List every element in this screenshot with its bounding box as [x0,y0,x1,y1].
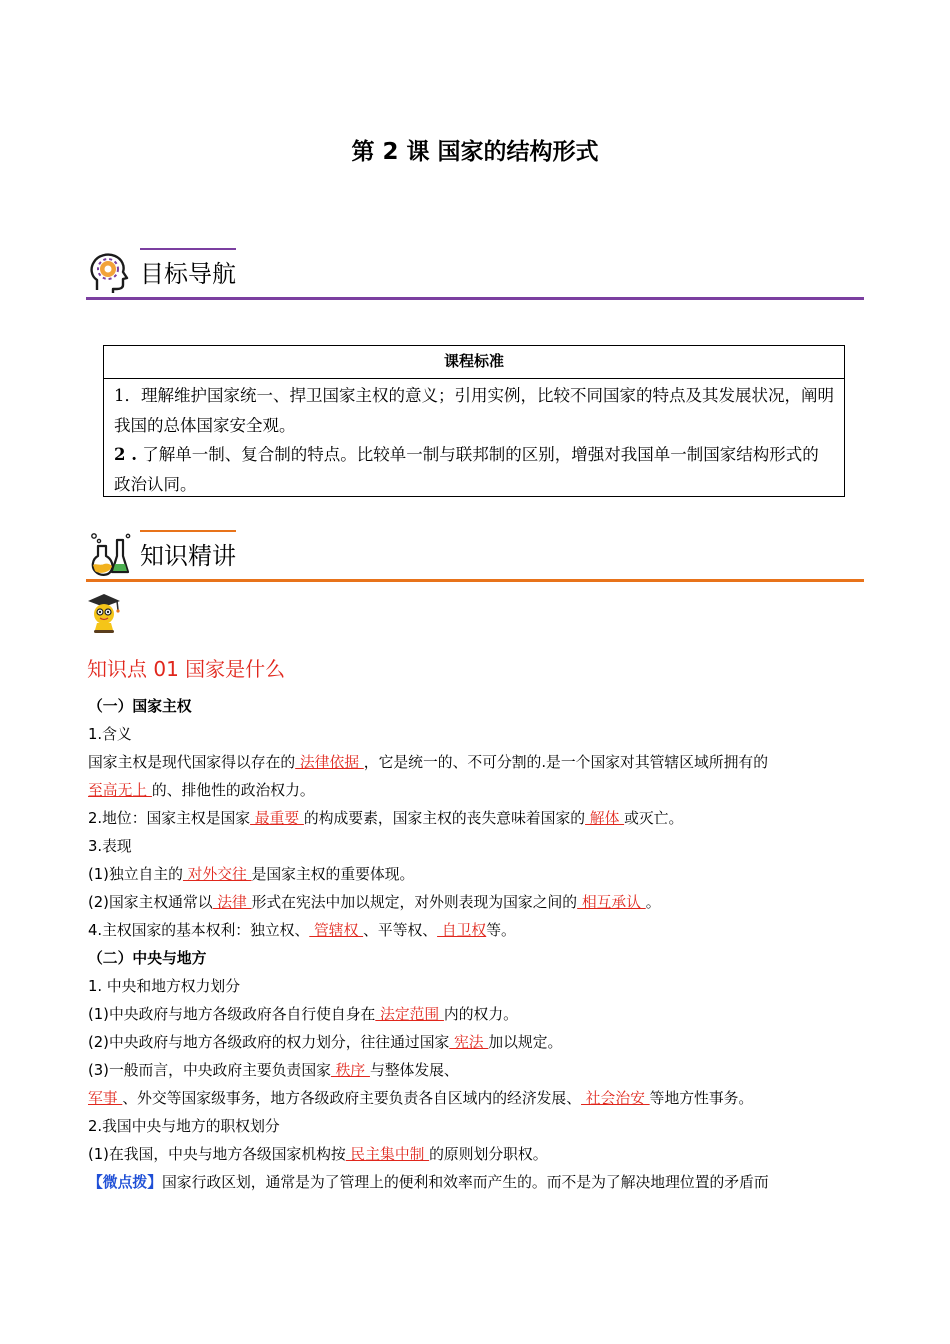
manifestation-item-1 [88,863,414,884]
text: (3)一般而言，中央政府主要负责国家 [88,1062,331,1079]
blank-answer: 法定范围 [375,1006,444,1023]
sovereignty-status [88,807,683,828]
china-division-item-1 [88,1143,548,1164]
text: 与整体发展、 [369,1062,459,1079]
knowledge-heading: 知识精讲 [140,542,236,570]
standard-item-2-number: 2 . [114,445,137,464]
goals-heading-overline [140,248,236,250]
subsection-central-local: （二）中央与地方 [88,950,207,967]
knowledge-underline [86,579,864,582]
blank-answer: 军事 [88,1090,123,1107]
section-goals-header [86,248,864,300]
power-division-heading: 1. 中央和地方权力划分 [88,978,240,995]
text: (1)中央政府与地方各级政府各自行使自身在 [88,1006,376,1023]
blank-answer: 最重要 [250,810,304,827]
text: 国家主权是现代国家得以存在的 [88,754,296,771]
basic-rights [88,919,516,940]
text: 的、排他性的政治权力。 [151,782,315,799]
blank-answer: 对外交往 [182,866,252,883]
text: 等地方性事务。 [649,1090,754,1107]
power-division-item-1 [88,1003,518,1024]
text: (1)独立自主的 [88,866,183,883]
manifestation-heading: 3.表现 [88,838,132,855]
sovereignty-definition-line-1 [88,751,768,772]
blank-answer: 管辖权 [309,922,364,939]
power-division-item-3-cont [88,1087,753,1108]
course-standards-header: 课程标准 [104,346,844,379]
text: (1)在我国，中央与地方各级国家机构按 [88,1146,346,1163]
text: 或灭亡。 [624,810,684,827]
course-standards-box [103,345,845,497]
text: 的构成要素，国家主权的丧失意味着国家的 [303,810,586,827]
text: 2.地位：国家主权是国家 [88,810,251,827]
standard-item-2 [114,440,834,499]
blank-answer: 解体 [585,810,625,827]
knowledge-heading-overline [140,530,236,532]
text: 内的权力。 [443,1006,518,1023]
subsection-sovereignty: （一）国家主权 [88,698,192,715]
text: 、外交等国家级事务，地方各级政府主要负责各自区域内的经济发展、 [122,1090,582,1107]
lab-flask-icon [88,532,132,576]
blank-answer: 自卫权 [437,922,487,939]
text: 的原则划分职权。 [429,1146,548,1163]
text: 加以规定。 [488,1034,563,1051]
text: 4.主权国家的基本权利：独立权、 [88,922,310,939]
goals-underline [86,297,864,300]
knowledge-point-title: 知识点 01 国家是什么 [87,657,286,681]
china-division-heading: 2.我国中央与地方的职权划分 [88,1118,280,1135]
manifestation-item-2 [88,891,661,912]
blank-answer: 民主集中制 [345,1146,430,1163]
blank-answer: 相互承认 [577,894,646,911]
blank-answer: 社会治安 [581,1090,650,1107]
sovereignty-definition-line-2 [88,779,315,800]
standard-item-1: 1．理解维护国家统一、捍卫国家主权的意义；引用实例，比较不同国家的特点及其发展状况，阐明我国的总体国家安全观。 [114,386,834,435]
meaning-heading: 1.含义 [88,726,132,743]
text: 等。 [486,922,516,939]
text: ，它是统一的、不可分割的.是一个国家对其管辖区域所拥有的 [363,754,769,771]
blank-answer: 法律依据 [295,754,364,771]
text: 形式在宪法中加以规定，对外则表现为国家之间的 [251,894,578,911]
text: (2)国家主权通常以 [88,894,213,911]
blank-answer: 至高无上 [88,782,152,799]
brain-gear-icon [88,250,132,294]
micro-tip-label: 【微点拨】 [88,1174,162,1191]
graduation-cap-mascot-icon [86,592,122,634]
standard-item-2-text: 了解单一制、复合制的特点。比较单一制与联邦制的区别，增强对我国单一制国家结构形式的政治认同。 [114,445,819,494]
text: 。 [645,894,661,911]
micro-tip-text: 国家行政区划，通常是为了管理上的便利和效率而产生的。而不是为了解决地理位置的矛盾而 [162,1174,769,1191]
micro-tip [88,1171,769,1192]
blank-answer: 秩序 [330,1062,370,1079]
text: (2)中央政府与地方各级政府的权力划分，往往通过国家 [88,1034,450,1051]
power-division-item-2 [88,1031,562,1052]
section-knowledge-header [86,530,864,582]
page-title: 第 2 课 国家的结构形式 [351,139,599,165]
power-division-item-3 [88,1059,459,1080]
blank-answer: 宪法 [449,1034,489,1051]
text: 是国家主权的重要体现。 [251,866,415,883]
blank-answer: 法律 [212,894,252,911]
goals-heading: 目标导航 [140,260,236,288]
text: 、平等权、 [363,922,438,939]
